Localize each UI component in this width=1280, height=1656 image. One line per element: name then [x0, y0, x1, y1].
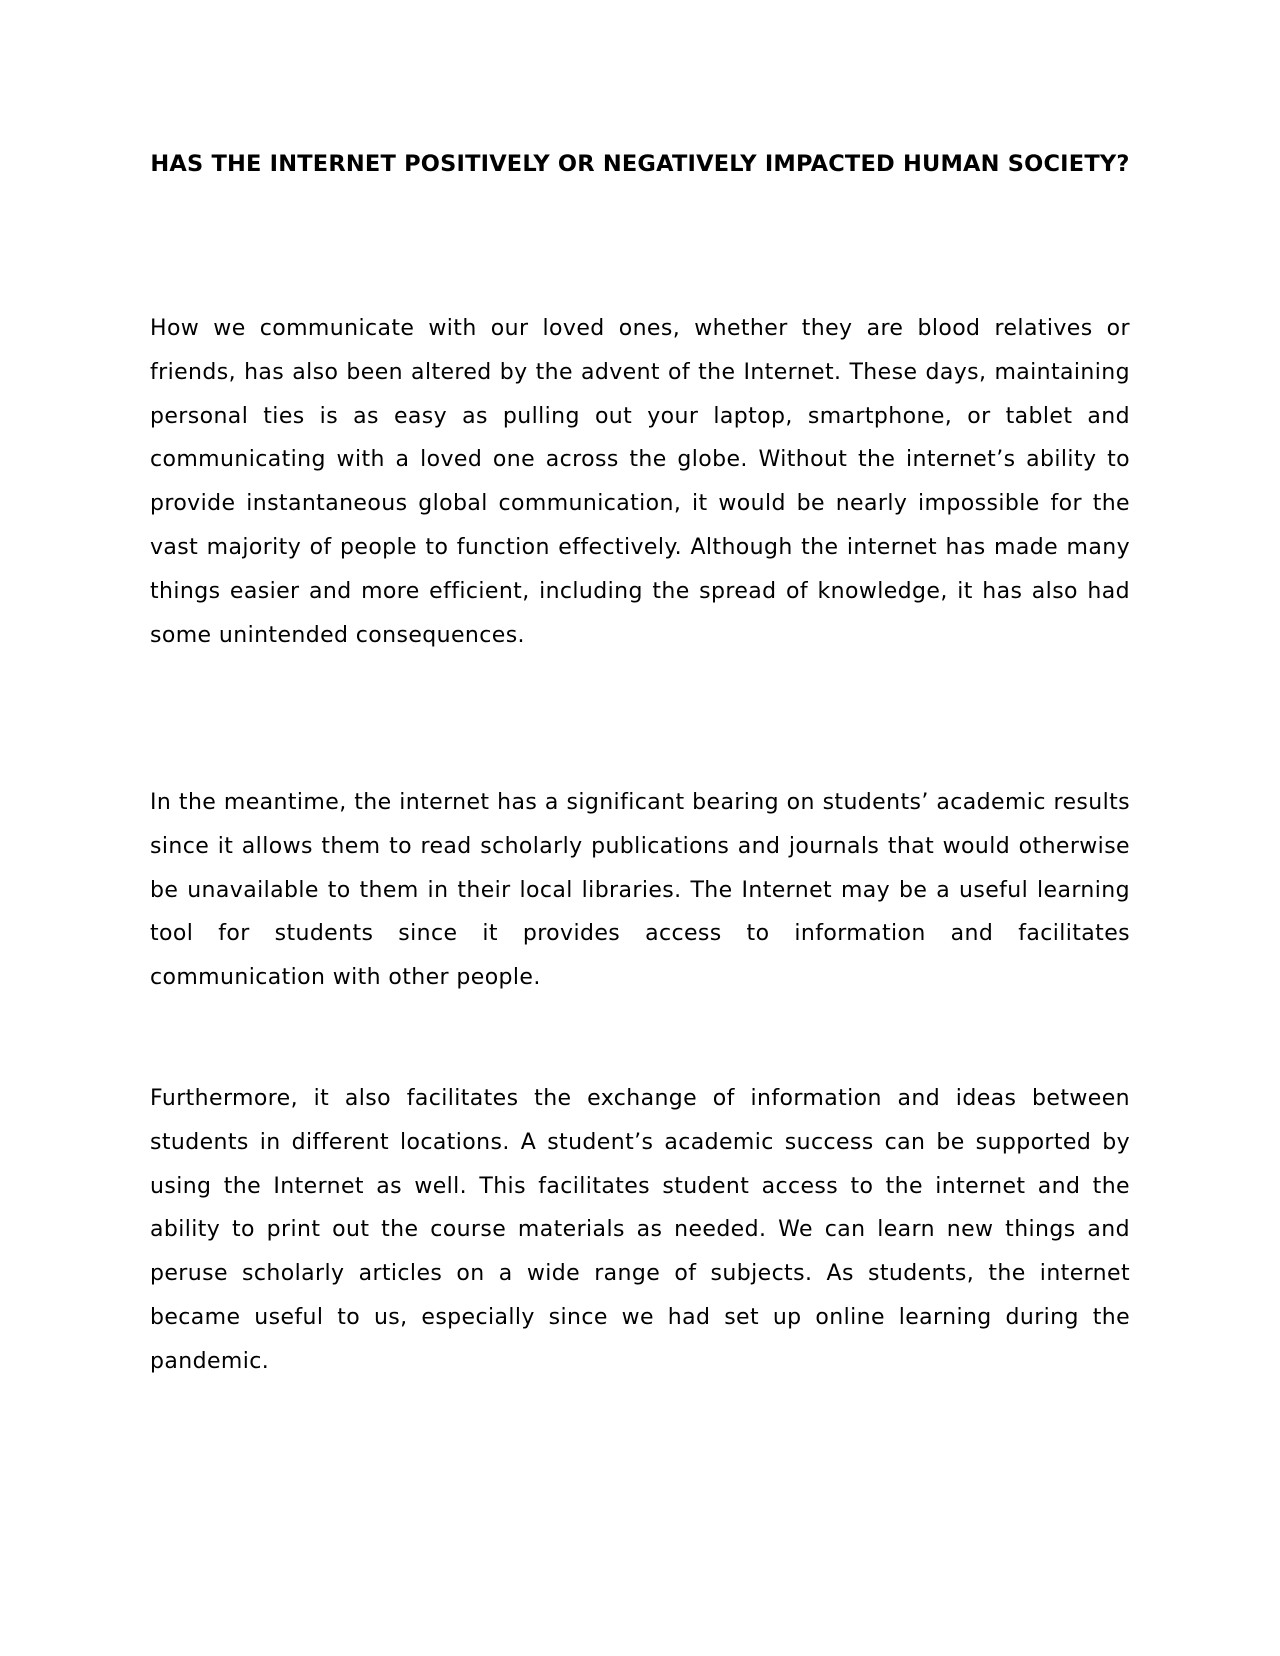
paragraph-academic-results: In the meantime, the internet has a significant bearing on students’ academic results since it allows them to read scholarly publications and journals that would otherwise be unavailable to them in their local libraries. The Internet may be a useful learning tool for students since it provides access to information and facilitates communication with other people.	[150, 790, 1130, 991]
paragraph-communication: How we communicate with our loved ones, whether they are blood relatives or friends, has also been altered by the advent of the Internet. These days, maintaining personal ties is as easy as pulling out your laptop, smartphone, or tablet and communicating with a loved one across the globe. Without the internet’s ability to provide instantaneous global communication, it would be nearly impossible for the vast majority of people to function effectively. Although the internet has made many things easier and more efficient, including the spread of knowledge, it has also had some unintended consequences.	[150, 316, 1130, 648]
document-title: HAS THE INTERNET POSITIVELY OR NEGATIVELY IMPACTED HUMAN SOCIETY?	[150, 151, 1130, 177]
paragraph-information-exchange: Furthermore, it also facilitates the exchange of information and ideas between students in different locations. A student’s academic success can be supported by using the Internet as well. This facilitates student access to the internet and the ability to print out the course materials as needed. We can learn new things and peruse scholarly articles on a wide range of subjects. As students, the internet became useful to us, especially since we had set up online learning during the pandemic.	[150, 1086, 1130, 1374]
